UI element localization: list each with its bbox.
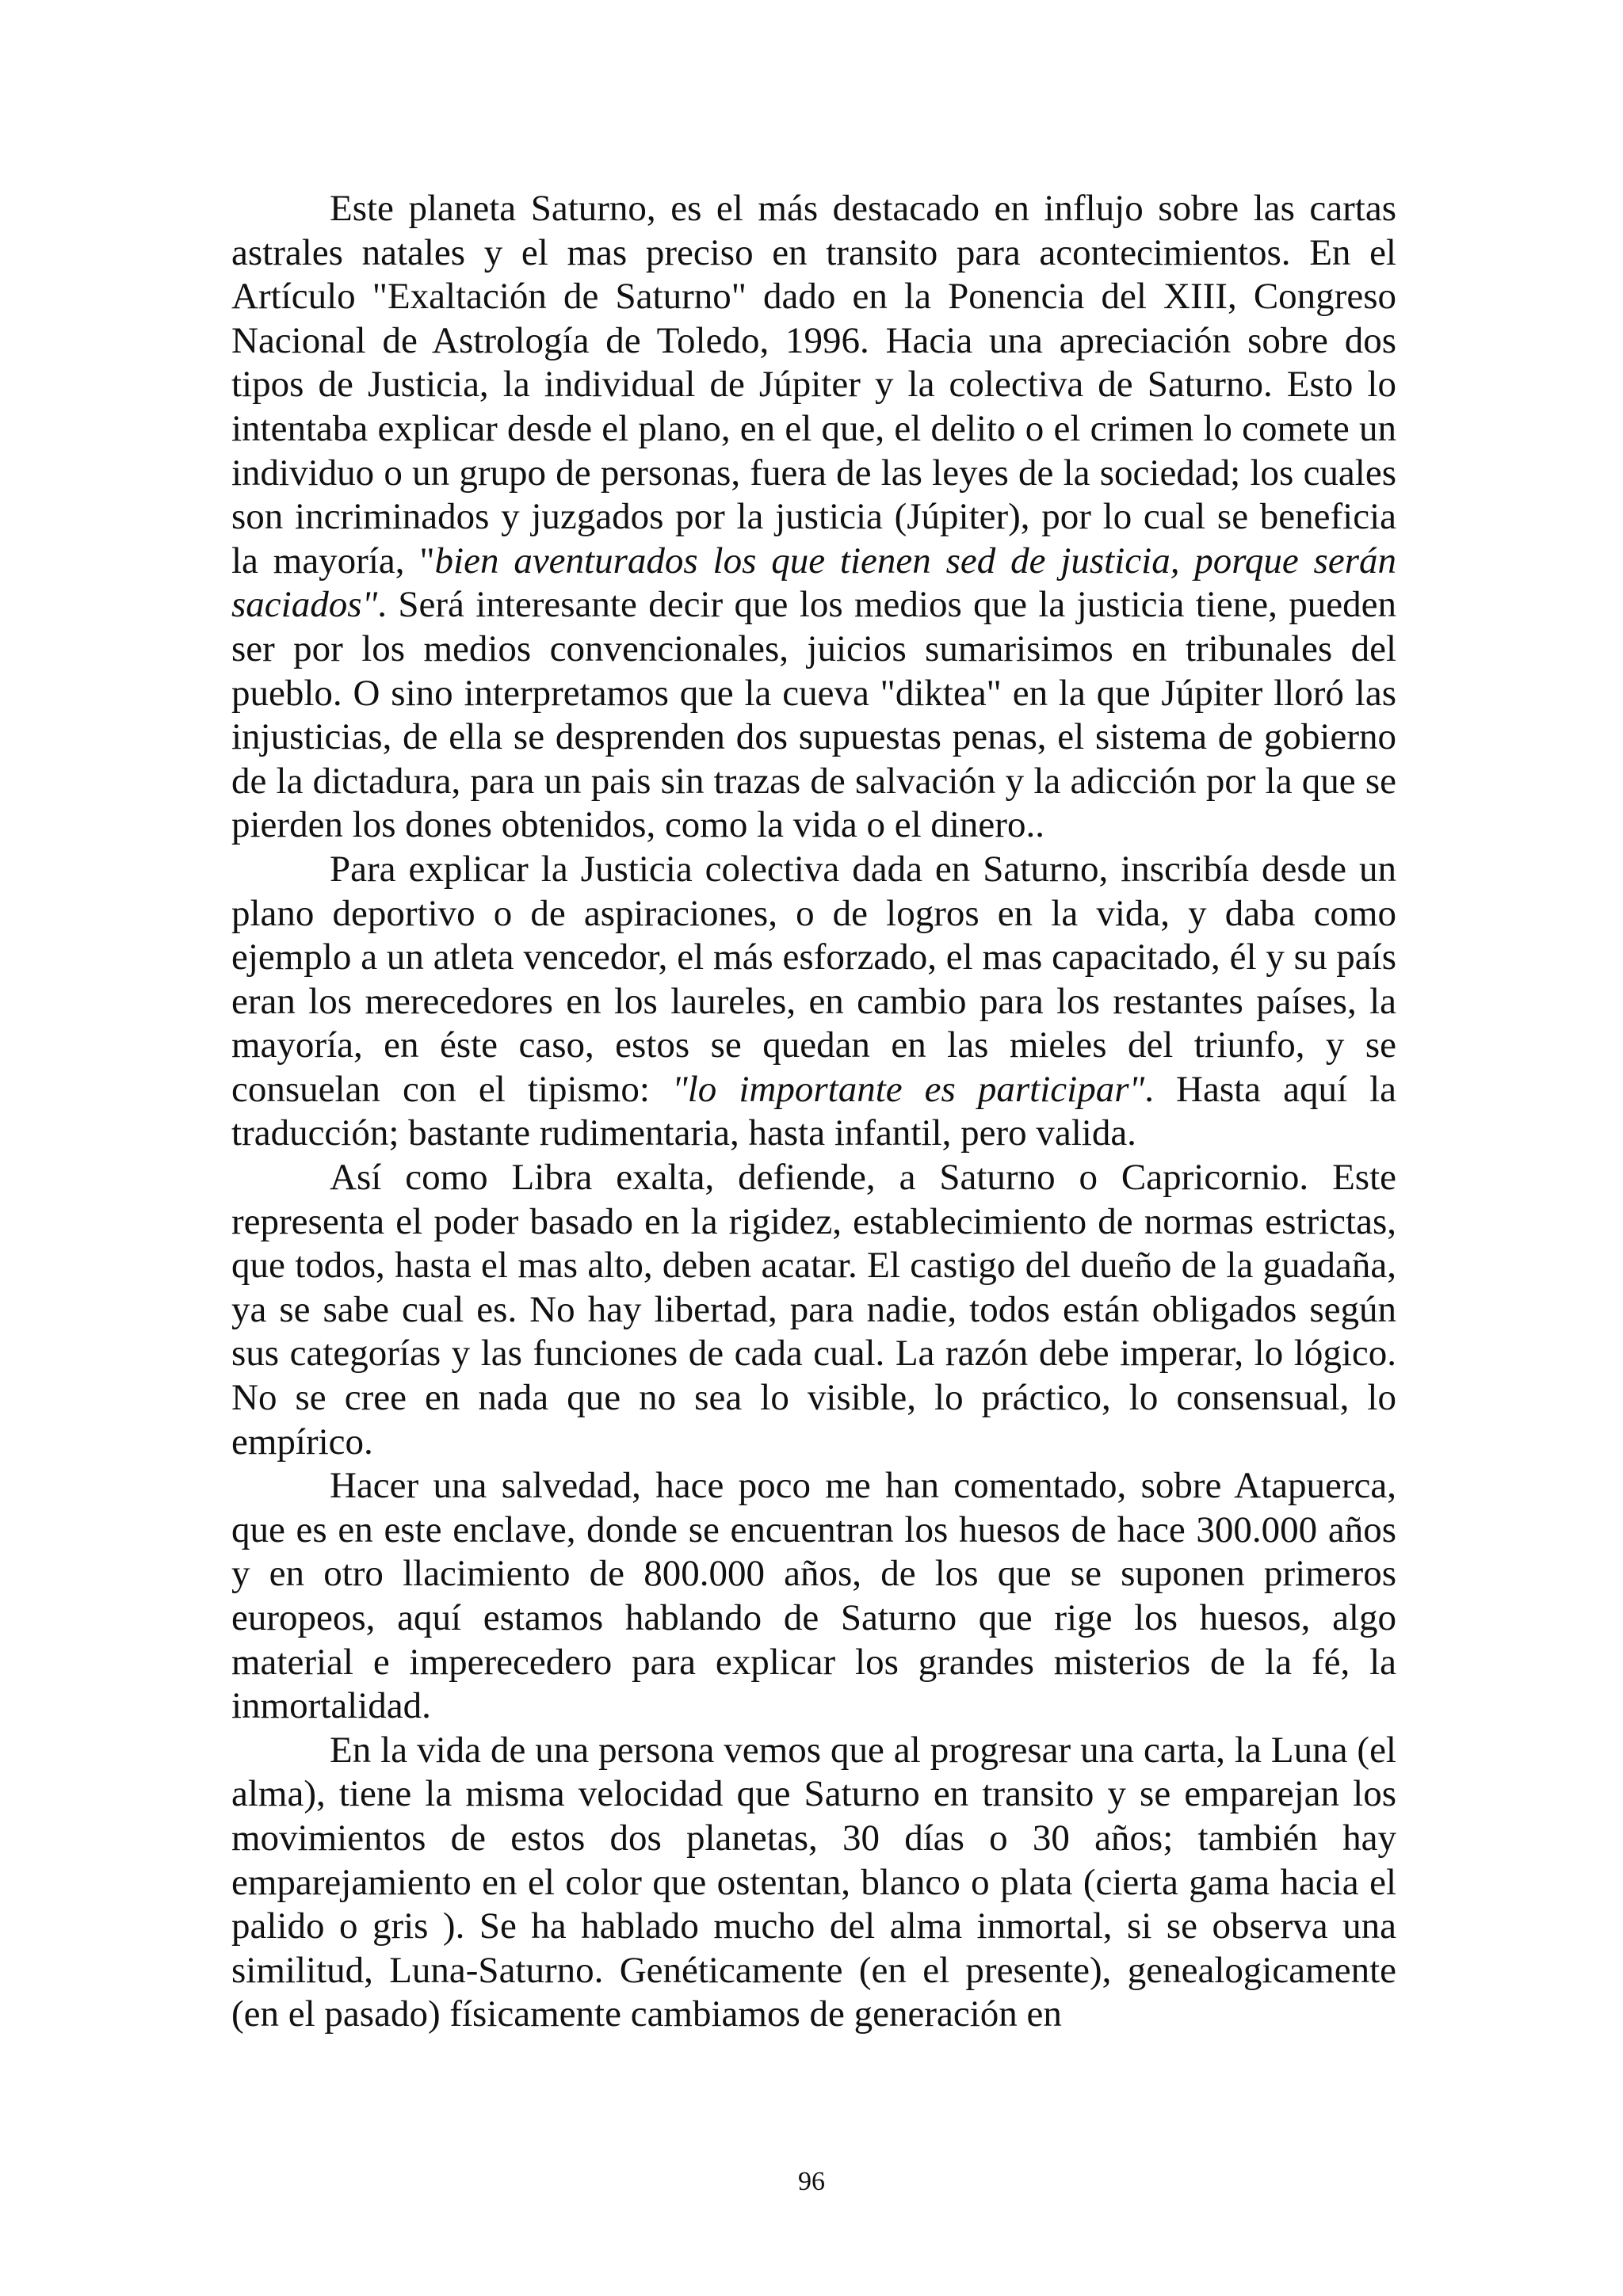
text-run: . Será interesante decir que los medios que la justicia tiene, pueden ser por los medios convencionales, juicios sumarisimos en tribunales del pueblo. O sino interpretamos que la cueva "diktea" en la que Júpiter lloró las injusticias, de ella se desprenden dos supuestas penas, el sistema de gobierno de la dictadura, para un pais sin trazas de salvación y la adicción por la que se pierden los dones obtenidos, como la vida o el dinero.. <box>231 584 1396 846</box>
text-run: Este planeta Saturno, es el más destacado en influjo sobre las cartas astrales natales y el mas preciso en transito para acontecimientos. En el Artículo "Exaltación de Saturno" dado en la Ponencia del XIII, Congreso Nacional de Astrología de Toledo, 1996. Hacia una apreciación sobre dos tipos de Justicia, la individual de Júpiter y la colectiva de Saturno. Esto lo intentaba explicar desde el plano, en el que, el delito o el crimen lo comete un individuo o un grupo de personas, fuera de las leyes de la sociedad; los cuales son incriminados y juzgados por la justicia (Júpiter), por lo cual se beneficia la mayoría, " <box>231 188 1396 582</box>
text-run: . Hasta aquí la traducción; bastante rudimentaria, hasta infantil, pero valida. <box>231 1068 1396 1154</box>
text-run: Para explicar la Justicia colectiva dada en Saturno, inscribía desde un plano deportivo o de aspiraciones, o de logros en la vida, y daba como ejemplo a un atleta vencedor, el más esforzado, el mas capacitado, él y su país eran los merecedores en los laureles, en cambio para los restantes países, la mayoría, en éste caso, estos se quedan en las mieles del triunfo, y se consuelan con el tipismo: <box>231 848 1396 1110</box>
paragraph-saturno-justicia <box>231 187 1396 848</box>
text-run: En la vida de una persona vemos que al progresar una carta, la Luna (el alma), tiene la misma velocidad que Saturno en transito y se emparejan los movimientos de estos dos planetas, 30 días o 30 años; también hay emparejamiento en el color que ostentan, blanco o plata (cierta gama hacia el palido o gris ). Se ha hablado mucho del alma inmortal, si se observa una similitud, Luna-Saturno. Genéticamente (en el presente), genealogicamente (en el pasado) físicamente cambiamos de generación en <box>231 1729 1396 2035</box>
paragraph-justicia-colectiva <box>231 848 1396 1156</box>
italic-quote: "lo importante es participar" <box>672 1068 1145 1110</box>
body-text <box>231 187 1396 2037</box>
paragraph-libra-exalta <box>231 1156 1396 1464</box>
italic-quote: bien aventurados los que tienen sed de justicia, porque serán saciados" <box>231 540 1397 626</box>
text-run: Así como Libra exalta, defiende, a Saturno o Capricornio. Este representa el poder basado en la rigidez, establecimiento de normas estrictas, que todos, hasta el mas alto, deben acatar. El castigo del dueño de la guadaña, ya se sabe cual es. No hay libertad, para nadie, todos están obligados según sus categorías y las funciones de cada cual. La razón debe imperar, lo lógico. No se cree en nada que no sea lo visible, lo práctico, lo consensual, lo empírico. <box>231 1157 1396 1463</box>
paragraph-atapuerca <box>231 1464 1396 1729</box>
text-run: Hacer una salvedad, hace poco me han comentado, sobre Atapuerca, que es en este enclave, donde se encuentran los huesos de hace 300.000 años y en otro llacimiento de 800.000 años, de los que se suponen primeros europeos, aquí estamos hablando de Saturno que rige los huesos, algo material e imperecedero para explicar los grandes misterios de la fé, la inmortalidad. <box>231 1465 1396 1727</box>
page-number: 96 <box>798 2167 825 2196</box>
paragraph-luna-saturno <box>231 1729 1396 2037</box>
